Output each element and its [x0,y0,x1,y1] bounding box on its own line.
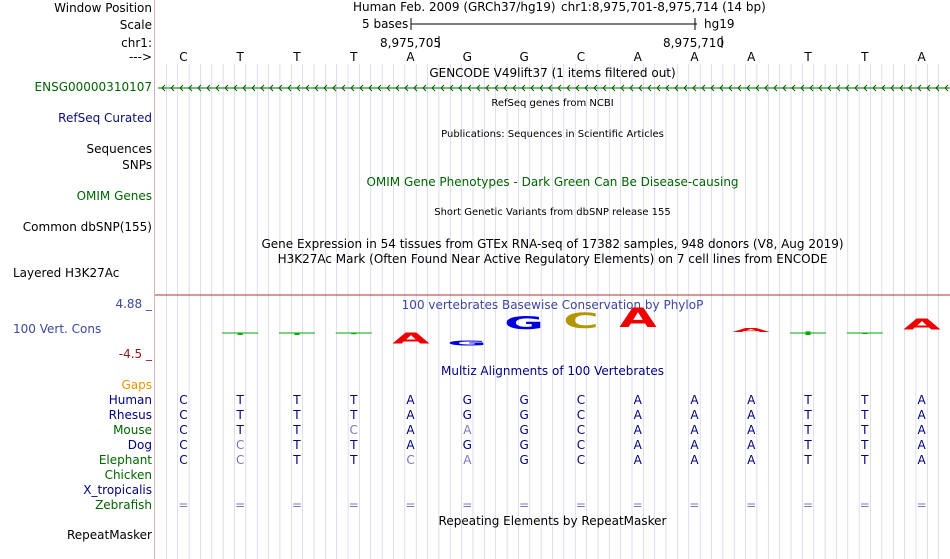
alignment-base: A [747,453,756,467]
sequence-base: T [861,50,869,64]
sequence-base: T [804,50,812,64]
sequence-base: T [293,50,301,64]
alignment-base: = [178,498,189,512]
alignment-base: T [350,408,358,422]
species-label[interactable]: Rhesus [108,408,152,422]
sequence-base: A [690,50,699,64]
alignment-base: = [348,498,359,512]
alignment-base: T [293,423,301,437]
alignment-base: A [633,438,642,452]
alignment-base: = [746,498,757,512]
multiz-title[interactable]: Multiz Alignments of 100 Vertebrates [440,364,665,378]
alignment-base: = [291,498,302,512]
omim-label[interactable]: OMIM Genes [76,189,152,203]
alignment-base: G [519,453,529,467]
alignment-base: A [690,453,699,467]
cons-logo-letter: A [732,327,770,334]
alignment-base: = [575,498,586,512]
cons-logo-letter: A [902,316,941,334]
alignment-base: A [917,423,926,437]
scale-label[interactable]: Scale [119,18,152,32]
species-label[interactable]: X_tropicalis [83,483,152,497]
alignment-base: T [861,438,869,452]
alignment-base: A [406,438,415,452]
alignment-base: A [917,438,926,452]
alignment-base: A [633,423,642,437]
alignment-base: T [293,408,301,422]
sequence-base: C [179,50,188,64]
species-label[interactable]: Mouse [113,423,152,437]
dbsnp-label[interactable]: Common dbSNP(155) [22,220,152,234]
alignment-base: C [179,438,188,452]
alignment-base: T [350,438,358,452]
species-label[interactable]: Human [108,393,152,407]
chrom-label[interactable]: chr1: [121,36,152,50]
alignment-base: C [576,453,586,467]
alignment-base: = [689,498,700,512]
cons-logo-letter: A [618,304,657,335]
cons-bar [862,333,867,334]
h3k27ac-title[interactable]: H3K27Ac Mark (Often Found Near Active Regulatory Elements) on 7 cell lines from ENCODE [277,252,828,266]
alignment-base: T [804,408,812,422]
alignment-base: T [804,453,812,467]
alignment-base: G [462,438,472,452]
alignment-base: C [235,453,245,467]
alignment-base: = [916,498,927,512]
species-label[interactable]: Chicken [104,468,152,482]
alignment-base: C [576,408,586,422]
alignment-base: C [179,393,188,407]
dbsnp-title[interactable]: Short Genetic Variants from dbSNP release 155 [434,207,671,218]
alignment-base: A [747,423,756,437]
alignment-base: A [406,423,415,437]
alignment-base: A [747,438,756,452]
alignment-base: T [236,408,244,422]
alignment-base: G [519,393,529,407]
sequence-base: G [519,50,529,64]
alignment-base: T [861,393,869,407]
alignment-base: G [519,423,529,437]
alignment-base: C [179,408,188,422]
sequence-base: A [406,50,415,64]
alignment-base: T [236,393,244,407]
cons-bar [351,333,356,334]
alignment-base: = [235,498,246,512]
cons-logo-letter: C [563,309,599,334]
sequence-base: A [747,50,756,64]
cons-logo-letter: G [504,313,544,334]
alignment-base: C [406,453,415,467]
cons-logo-letter: A [391,330,430,348]
alignment-base: A [747,408,756,422]
species-label[interactable]: Zebrafish [95,498,152,512]
cons-bar [294,333,299,335]
omim-title[interactable]: OMIM Gene Phenotypes - Dark Green Can Be Disease-causing [366,175,739,189]
repeatmasker-label[interactable]: RepeatMasker [66,528,152,542]
alignment-base: T [293,453,301,467]
alignment-base: G [519,438,529,452]
species-label[interactable]: Elephant [98,453,152,467]
alignment-base: A [463,453,472,467]
pubs-label-snps[interactable]: SNPs [122,158,152,172]
alignment-base: = [632,498,643,512]
alignment-base: = [405,498,416,512]
alignment-base: A [690,393,699,407]
scale-bases-text: 5 bases [362,17,409,31]
alignment-base: A [917,453,926,467]
cons-min-label: -4.5 _ [118,347,152,361]
sequence-base: T [350,50,358,64]
cons-title[interactable]: 100 vertebrates Basewise Conservation by PhyloP [401,298,704,312]
alignment-base: T [293,393,301,407]
alignment-base: A [690,408,699,422]
alignment-base: A [917,393,926,407]
gtex-title[interactable]: Gene Expression in 54 tissues from GTEx RNA-seq of 17382 samples, 948 donors (V8, Aug 2019) [261,237,844,251]
alignment-base: = [859,498,870,512]
refseq-label[interactable]: RefSeq Curated [58,111,152,125]
cons-bar [806,331,811,335]
alignment-base: C [349,423,358,437]
window-position-label[interactable]: Window Position [54,1,152,15]
refseq-title[interactable]: RefSeq genes from NCBI [491,98,614,109]
alignment-base: A [633,453,642,467]
alignment-base: A [406,408,415,422]
alignment-base: T [293,438,301,452]
alignment-base: C [576,393,586,407]
cons-max-label: 4.88 _ [115,297,152,311]
sequence-base: A [917,50,926,64]
alignment-base: T [236,423,244,437]
cons-bar [238,333,243,335]
alignment-base: C [179,423,188,437]
pubs-label-sequences[interactable]: Sequences [86,142,152,156]
cons-logo-letter: G [447,339,488,348]
h3k27ac-label[interactable]: Layered H3K27Ac [13,266,120,280]
alignment-base: A [690,423,699,437]
alignment-base: C [235,438,245,452]
assembly-text: Human Feb. 2009 (GRCh37/hg19) [353,0,556,14]
alignment-base: A [633,393,642,407]
alignment-base: G [519,408,529,422]
alignment-base: T [350,453,358,467]
alignment-base: C [179,453,188,467]
repeat-title[interactable]: Repeating Elements by RepeatMasker [438,514,667,528]
sequence-base: A [633,50,642,64]
gencode-item-label[interactable]: ENSG00000310107 [34,80,152,94]
coord-right-text: 8,975,710 [663,36,725,50]
alignment-base: A [463,423,472,437]
gencode-title[interactable]: GENCODE V49lift37 (1 items filtered out) [429,66,676,80]
alignment-base: A [406,393,415,407]
coord-left-text: 8,975,705 [380,36,442,50]
alignment-base: T [804,438,812,452]
alignment-base: A [633,408,642,422]
sequence-base: T [236,50,244,64]
alignment-base: T [350,393,358,407]
sequence-base: C [576,50,586,64]
alignment-base: C [576,438,586,452]
species-label[interactable]: Dog [127,438,152,452]
pubs-title[interactable]: Publications: Sequences in Scientific Articles [441,129,664,140]
alignment-base: T [804,423,812,437]
position-text: chr1:8,975,701-8,975,714 (14 bp) [561,0,766,14]
alignment-base: = [519,498,530,512]
alignment-base: G [462,393,472,407]
alignment-base: C [576,423,586,437]
scale-db-text: hg19 [704,17,735,31]
alignment-base: A [747,393,756,407]
alignment-base: A [917,408,926,422]
alignment-base: A [690,438,699,452]
alignment-base: = [462,498,473,512]
alignment-base: = [803,498,814,512]
alignment-base: G [462,408,472,422]
alignment-base: T [861,423,869,437]
alignment-base: T [861,408,869,422]
alignment-base: T [804,393,812,407]
sequence-base: G [462,50,472,64]
strand-label[interactable]: ---> [128,50,152,64]
cons-label[interactable]: 100 Vert. Cons [13,322,102,336]
alignment-base: T [861,453,869,467]
gaps-label[interactable]: Gaps [121,378,152,392]
